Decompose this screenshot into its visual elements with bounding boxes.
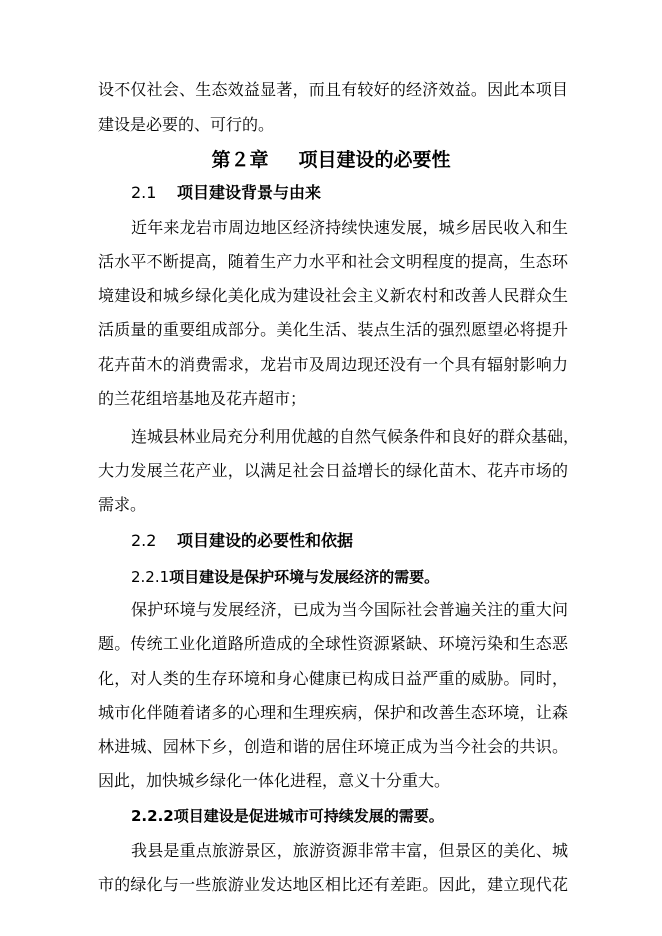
paragraph-line: 活水平不断提高，随着生产力水平和社会文明程度的提高，生态环 xyxy=(98,252,568,271)
paragraph-line: 保护环境与发展经济，已成为当今国际社会普遍关注的重大问 xyxy=(131,600,568,619)
chapter-number: 第２章 xyxy=(211,149,269,171)
paragraph-line: 需求。 xyxy=(98,495,147,514)
subsection-title: 项目建设是保护环境与发展经济的需要。 xyxy=(169,568,440,586)
paragraph-line: 题。传统工业化道路所造成的全球性资源紧缺、环境污染和生态恶 xyxy=(98,634,568,653)
intro-line-1: 设不仅社会、生态效益显著，而且有较好的经济效益。因此本项目 xyxy=(98,80,568,99)
chapter-title: 项目建设的必要性 xyxy=(298,149,451,171)
paragraph-line: 花卉苗木的消费需求，龙岩市及周边现还没有一个具有辐射影响力 xyxy=(98,355,568,374)
paragraph-line: 连城县林业局充分利用优越的自然气候条件和良好的群众基础， xyxy=(131,427,580,446)
paragraph-line: 我县是重点旅游景区，旅游资源非常丰富，但景区的美化、城 xyxy=(131,841,568,860)
paragraph-line: 城市化伴随着诸多的心理和生理疾病，保护和改善生态环境，让森 xyxy=(98,703,568,722)
subsection-number: 2.2.1 xyxy=(131,568,170,586)
subsection-2-2-1-heading xyxy=(131,567,439,587)
subsection-2-2-2-heading xyxy=(131,806,444,826)
chapter-heading xyxy=(0,148,662,172)
section-2-2-heading xyxy=(131,530,353,552)
subsection-number: 2.2.2 xyxy=(131,807,174,825)
section-number: 2.1 xyxy=(131,183,157,202)
paragraph-line: 化，对人类的生存环境和身心健康已构成日益严重的威胁。同时， xyxy=(98,669,568,688)
paragraph-line: 境建设和城乡绿化美化成为建设社会主义新农村和改善人民群众生 xyxy=(98,286,568,305)
paragraph-line: 的兰花组培基地及花卉超市； xyxy=(98,389,307,408)
paragraph-line: 近年来龙岩市周边地区经济持续快速发展，城乡居民收入和生 xyxy=(131,218,568,237)
paragraph-line: 活质量的重要组成部分。美化生活、装点生活的强烈愿望必将提升 xyxy=(98,320,568,339)
paragraph-line: 因此，加快城乡绿化一体化进程，意义十分重大。 xyxy=(98,771,451,790)
paragraph-line: 林进城、园林下乡，创造和谐的居住环境正成为当今社会的共识。 xyxy=(98,737,568,756)
subsection-title: 项目建设是促进城市可持续发展的需要。 xyxy=(173,807,444,825)
section-number: 2.2 xyxy=(131,531,157,550)
section-title: 项目建设背景与由来 xyxy=(177,183,322,202)
section-title: 项目建设的必要性和依据 xyxy=(177,531,354,550)
section-2-1-heading xyxy=(131,182,321,204)
paragraph-line: 市的绿化与一些旅游业发达地区相比还有差距。因此，建立现代花 xyxy=(98,875,568,894)
intro-line-2: 建设是必要的、可行的。 xyxy=(98,115,275,134)
paragraph-line: 大力发展兰花产业，以满足社会日益增长的绿化苗木、花卉市场的 xyxy=(98,461,568,480)
